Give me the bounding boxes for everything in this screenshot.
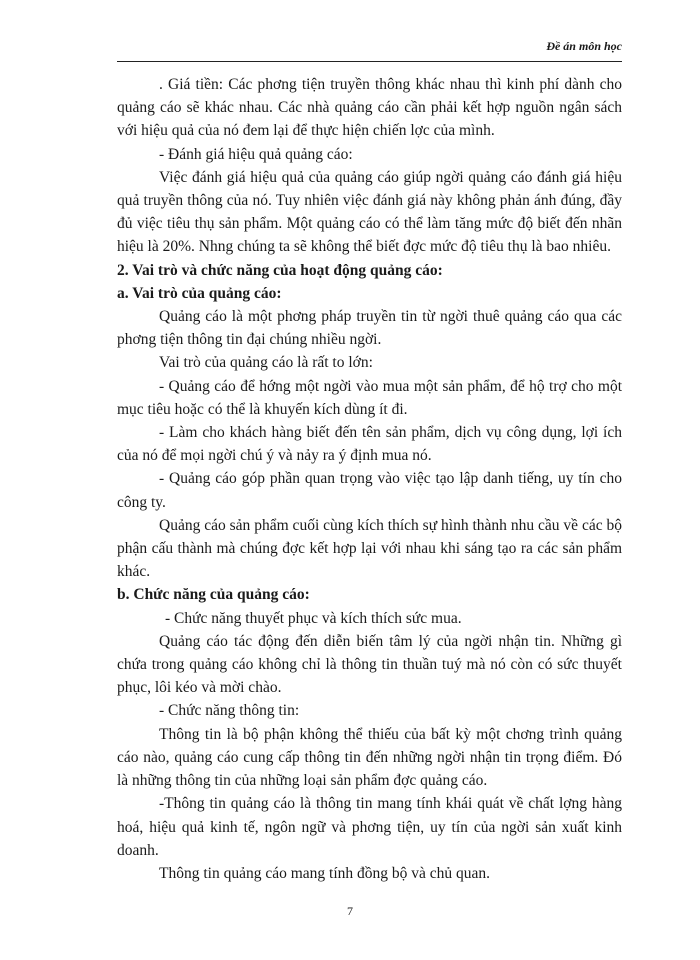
paragraph-role-item-1: - Quảng cáo để hớng một ngời vào mua một sản phẩm, để hộ trợ cho một mục tiêu hoặc có thể là khuyến kích dùng ít đi. — [117, 377, 622, 418]
paragraph-role-item-3: - Quảng cáo góp phần quan trọng vào việc tạo lập danh tiếng, uy tín cho công ty. — [117, 470, 622, 511]
page-header-title: Đề án môn học — [546, 39, 622, 53]
page-number: 7 — [347, 904, 353, 918]
subsection-heading-a: a. Vai trò của quảng cáo: — [117, 284, 282, 302]
paragraph-information-general: -Thông tin quảng cáo là thông tin mang tính khái quát về chất lợng hàng hoá, hiệu quả kinh tế, ngôn ngữ và phơng tiện, uy tín của ngời sản xuất kinh doanh. — [117, 795, 622, 859]
paragraph-role-definition: Quảng cáo là một phơng pháp truyền tin từ ngời thuê quảng cáo qua các phơng tiện thông tin đại chúng nhiều ngời. — [117, 308, 622, 349]
paragraph-role-summary: Quảng cáo sản phẩm cuối cùng kích thích sự hình thành nhu cầu về các bộ phận cấu thành mà chúng đợc kết hợp lại với nhau khi sáng tạo ra các sản phẩm khác. — [117, 516, 622, 581]
paragraph-information-subjective: Thông tin quảng cáo mang tính đồng bộ và chủ quan. — [159, 864, 491, 882]
paragraph-role-intro: Vai trò của quảng cáo là rất to lớn: — [159, 354, 373, 372]
paragraph-evaluate-heading: - Đánh giá hiệu quả quảng cáo: — [159, 145, 353, 163]
paragraph-function-persuasion: - Chức năng thuyết phục và kích thích sức mua. — [165, 609, 462, 627]
paragraph-role-item-2: - Làm cho khách hàng biết đến tên sản phẩm, dịch vụ công dụng, lợi ích của nó để mọi ngời chú ý và nảy ra ý định mua nó. — [117, 424, 622, 465]
section-heading-2: 2. Vai trò và chức năng của hoạt động quảng cáo: — [117, 261, 443, 279]
paragraph-price: . Giá tiền: Các phơng tiện truyền thông khác nhau thì kinh phí dành cho quảng cáo sẽ khác nhau. Các nhà quảng cáo cần phải kết hợp nguồn ngân sách với hiệu quả của nó đem lại để thực hiện chiến lợc của mình. — [117, 76, 622, 140]
paragraph-function-persuasion-body: Quảng cáo tác động đến diễn biến tâm lý của ngời nhận tin. Những gì chứa trong quảng cáo không chỉ là thông tin thuần tuý mà nó còn có sức thuyết phục, lôi kéo và mời chào. — [117, 632, 622, 697]
document-body — [117, 73, 622, 885]
paragraph-function-information: - Chức năng thông tin: — [159, 702, 300, 720]
header-rule — [117, 61, 622, 62]
subsection-heading-b: b. Chức năng của quảng cáo: — [117, 586, 310, 604]
paragraph-evaluate-body: Việc đánh giá hiệu quả của quảng cáo giúp ngời quảng cáo đánh giá hiệu quả truyền thông của nó. Tuy nhiên việc đánh giá này không phản ánh đúng, đầy đủ việc tiêu thụ sản phẩm. Một quảng cáo có thể làm tăng mức độ biết đến nhãn hiệu là 20%. Nhng chúng ta sẽ không thể biết đợc mức độ tiêu thụ là bao nhiêu. — [117, 168, 622, 256]
paragraph-function-information-body: Thông tin là bộ phận không thể thiếu của bất kỳ một chơng trình quảng cáo nào, quảng cáo cung cấp thông tin đến những ngời nhận tin trọng điểm. Đó là những thông tin của những loại sản phẩm đợc quảng cáo. — [117, 725, 622, 790]
